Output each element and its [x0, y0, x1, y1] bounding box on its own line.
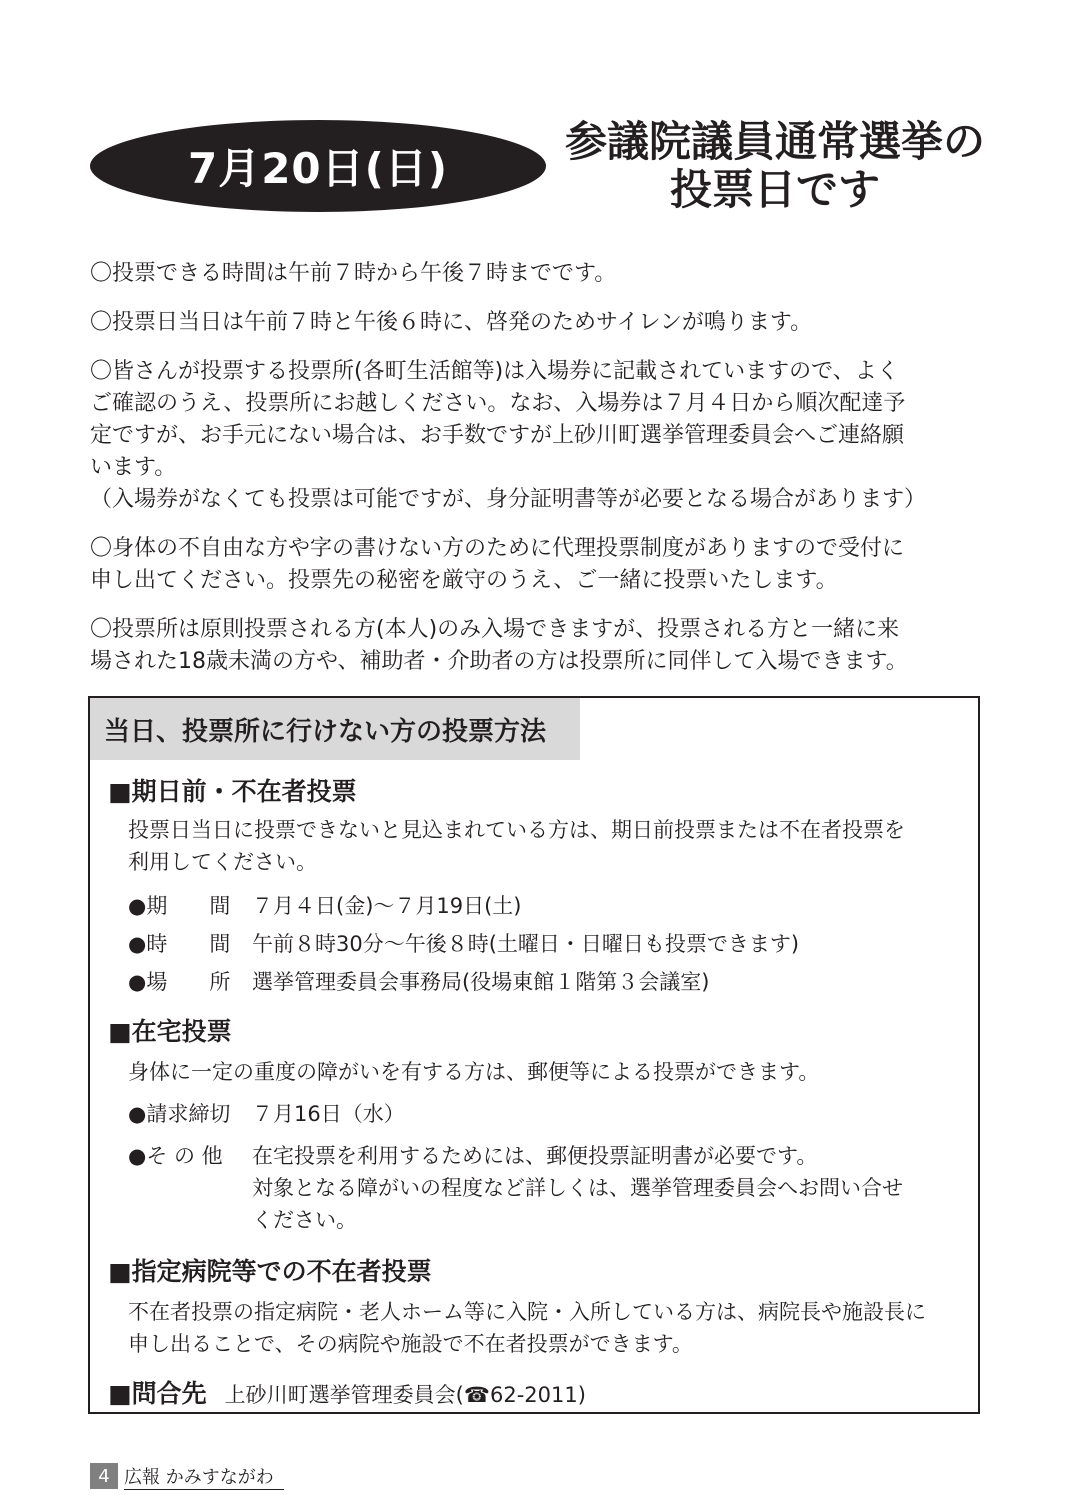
intro-line: （入場券がなくても投票は可能ですが、身分証明書等が必要となる場合があります） [90, 487, 927, 512]
section-body-early-voting [128, 814, 968, 878]
intro-line: 〇投票日当日は午前７時と午後６時に、啓発のためサイレンが鳴ります。 [90, 310, 813, 335]
page-number: 4 [90, 1463, 118, 1489]
item-value: ７月４日(金)～７月19日(土) [252, 894, 522, 918]
date-banner [90, 120, 546, 212]
box-heading: 当日、投票所に行けない方の投票方法 [90, 698, 580, 760]
publication-name: 広報 かみすながわ [124, 1463, 284, 1490]
item-label: ●場 所 [128, 970, 231, 994]
contact-label: ■問合先 [108, 1379, 207, 1408]
intro-paragraph [90, 356, 990, 516]
page-footer [90, 1462, 284, 1490]
body-line: 身体に一定の重度の障がいを有する方は、郵便等による投票ができます。 [128, 1060, 820, 1084]
item-value: 選挙管理委員会事務局(役場東館１階第３会議室) [252, 970, 710, 994]
early-hours-item [128, 928, 799, 960]
intro-line: ご確認のうえ、投票所にお越しください。なお、入場券は７月４日から順次配達予 [90, 391, 906, 416]
section-title-early-voting: ■期日前・不在者投票 [108, 777, 357, 806]
title-line: 参議院議員通常選挙の [564, 117, 985, 166]
early-period-item [128, 890, 522, 922]
contact-text: 上砂川町選挙管理委員会(☎62-2011) [224, 1383, 586, 1407]
early-place-item [128, 966, 709, 998]
body-line: 不在者投票の指定病院・老人ホーム等に入院・入所している方は、病院長や施設長に [128, 1300, 926, 1324]
contact-info [108, 1374, 586, 1410]
section-title-home-voting: ■在宅投票 [108, 1017, 232, 1046]
intro-line: 〇投票所は原則投票される方(本人)のみ入場できますが、投票される方と一緒に来 [90, 617, 900, 642]
item-value: 午前８時30分～午後８時(土曜日・日曜日も投票できます) [252, 932, 800, 956]
item-label: ●そ の 他 [128, 1144, 223, 1168]
item-value-continued: 対象となる障がいの程度など詳しくは、選挙管理委員会へお問い合せ [252, 1176, 903, 1200]
intro-line: 〇身体の不自由な方や字の書けない方のために代理投票制度がありますので受付に [90, 536, 905, 561]
intro-paragraph [90, 307, 990, 339]
intro-line: 〇投票できる時間は午前７時から午後７時までです。 [90, 261, 617, 286]
election-date: 7月20日(日) [187, 144, 449, 193]
section-title-hospital-voting: ■指定病院等での不在者投票 [108, 1257, 432, 1286]
intro-line: 定ですが、お手元にない場合は、お手数ですが上砂川町選挙管理委員会へご連絡願 [90, 423, 905, 448]
item-value-continued: ください。 [252, 1208, 357, 1232]
intro-paragraph [90, 533, 990, 597]
absentee-voting-box [88, 696, 980, 1414]
intro-paragraph [90, 614, 990, 678]
section-body-hospital-voting [128, 1296, 968, 1360]
item-label: ●期 間 [128, 894, 231, 918]
body-line: 申し出ることで、その病院や施設で不在者投票ができます。 [128, 1332, 693, 1356]
intro-notes [90, 258, 990, 678]
section-body-home-voting [128, 1056, 968, 1088]
page-title [560, 118, 990, 214]
intro-line: 〇皆さんが投票する投票所(各町生活館等)は入場券に記載されていますので、よく [90, 359, 899, 384]
item-value: ７月16日（水） [252, 1102, 405, 1126]
home-deadline-item [128, 1098, 405, 1130]
home-other-item [128, 1140, 903, 1232]
body-line: 投票日当日に投票できないと見込まれている方は、期日前投票または不在者投票を [128, 818, 905, 842]
body-line: 利用してください。 [128, 850, 317, 874]
intro-paragraph [90, 258, 990, 290]
item-value: 在宅投票を利用するためには、郵便投票証明書が必要です。 [252, 1144, 818, 1168]
intro-line: 申し出てください。投票先の秘密を厳守のうえ、ご一緒に投票いたします。 [90, 568, 838, 593]
item-label: ●時 間 [128, 932, 231, 956]
title-line: 投票日です [669, 165, 880, 214]
intro-line: います。 [90, 455, 177, 480]
intro-line: 場された18歳未満の方や、補助者・介助者の方は投票所に同伴して入場できます。 [90, 649, 908, 674]
item-label: ●請求締切 [128, 1102, 231, 1126]
